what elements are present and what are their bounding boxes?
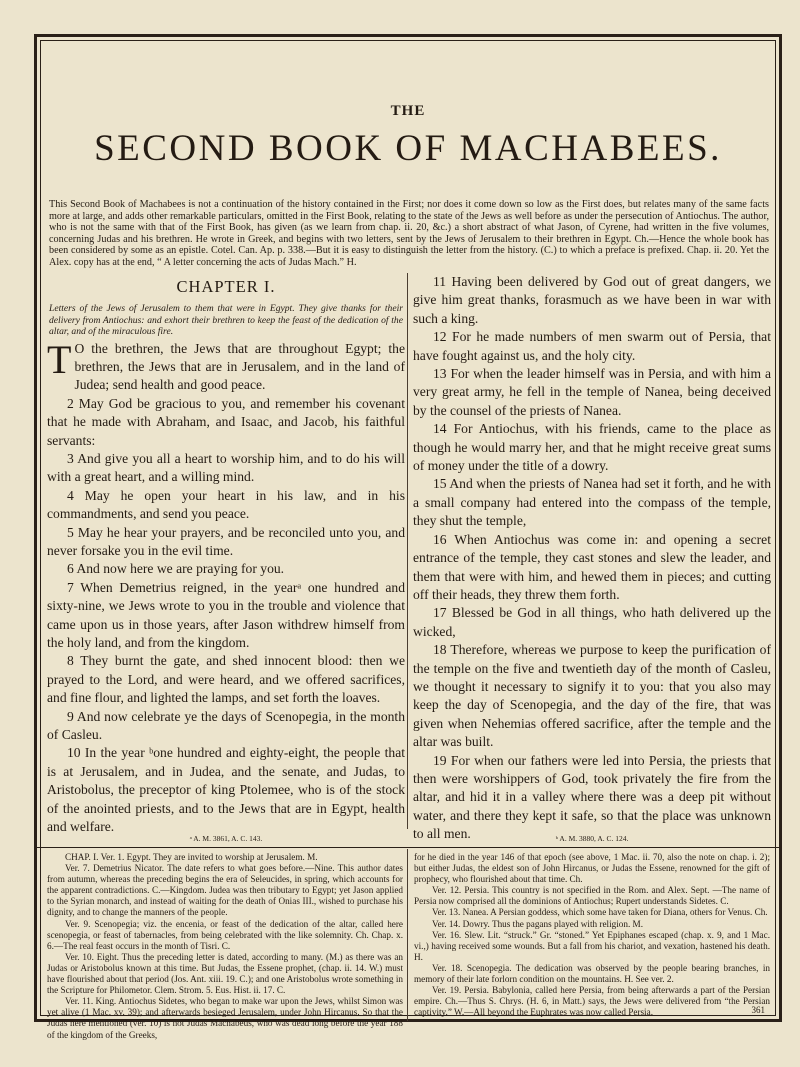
page-frame — [34, 34, 782, 1040]
book-title-prefix: THE — [390, 103, 426, 119]
note-paragraph: Ver. 10. Eight. Thus the preceding letter is dated, according to many. (M.) as there was an Judas or Aristobolus known at this time. But Judas, the Essene prophet, (chap. ii. 14. W.) must have flourished about that period (Jos. Ant. xiii. 19. C.); and one Aristobolus wrote something in the Scripture for Philometor. Clem. Strom. 5. Eus. Hist. ii. 17. C. — [47, 951, 403, 996]
verse-17: 17 Blessed be God in all things, who hath delivered up the wicked, — [413, 605, 771, 639]
note-paragraph: Ver. 14. Dowry. Thus the pagans played with religion. M. — [432, 918, 644, 929]
verse-15: 15 And when the priests of Nanea had set it forth, and he with a small company had entered into the compass of the temple, they shut the temple, — [413, 476, 771, 529]
verse-3: 3 And give you all a heart to worship him, and to do his will with a great heart, and a willing mind. — [47, 450, 405, 485]
notes-column-divider — [407, 849, 408, 1021]
note-paragraph: Ver. 16. Slew. Lit. “struck.” Gr. “stoned.” Yet Epiphanes escaped (chap. x. 9, and 1 Mac. vi.,) having received some wounds. But a fall from his chariot, and vexation, hastened his death. H. — [414, 929, 770, 962]
verse-7: 7 When Demetrius reigned, in the yearᵃ one hundred and sixty-nine, we Jews wrote to you in the trouble and violence that came upon us in those years, after Jason withdrew himself from the holy land, and from the kingdom. — [47, 579, 405, 650]
verse-9: 9 And now celebrate ye the days of Scenopegia, in the month of Casleu. — [47, 708, 405, 743]
chapter-summary: Letters of the Jews of Jerusalem to them that were in Egypt. They give thanks for their delivery from Antiochus: and exhort their brethren to keep the feast of the dedication of the altar, and of the miraculous fire. — [49, 303, 403, 337]
verse-13: 13 For when the leader himself was in Persia, and with him a very great army, he fell in the temple of Nanea, being deceived by the counsel of the priests of Nanea. — [413, 366, 771, 418]
verse-18: 18 Therefore, whereas we purpose to keep the purification of the temple on the five and twentieth day of the month of Casleu, we thought it necessary to signify it to you: that you also may keep the day of Scenopegia, and the day of the fire, that was given when Nehemias offered sacrifice, after the temple and the altar was built. — [413, 642, 771, 750]
note-paragraph: Ver. 13. Nanea. A Persian goddess, which some have taken for Diana, others for Venus. Ch. — [432, 907, 768, 918]
drop-cap: T — [47, 336, 72, 382]
verse-12: 12 For he made numbers of men swarm out of Persia, that have fought against us, and the holy city. — [413, 329, 771, 363]
verse-2: 2 May God be gracious to you, and remember his covenant that he made with Abraham, and Isaac, and Jacob, his faithful servants: — [47, 395, 405, 448]
note-paragraph: for he died in the year 146 of that epoch (see above, 1 Mac. ii. 70, also the note on chap. i. 2); but either Judas, the eldest son of John Hircanus, or Judas the Essene, renowned for the gift of prophecy, who flourished about that time. Ch. — [414, 852, 770, 885]
intro-paragraph: This Second Book of Machabees is not a continuation of the history contained in the First; nor does it come down so low as the First does, but relates many of the same facts more at large, and adds other remarkable particulars, omitted in the First Book, relating to the state of the Jews as well before as under the persecution of Antiochus. The author, who is not the same with that of the First Book, has given (as we learn from chap. ii. 20, &c.) a short abstract of what Jason, of Cyrene, had written in the five volumes, concerning Judas and his brethren. He wrote in Greek, and begins with two letters, sent by the Jews of Jerusalem to their brethren in Egypt. Ch.—Hence the whole book has been considered by some as an epistle. Cotel. Can. Ap. p. 338.—But it is easy to distinguish the letter from the history. (C.) to which a preface is prefixed. Chap. ii. 20. Yet the Alex. copy has at the end, “ A letter concerning the acts of Judas Mach.” H. — [49, 199, 769, 268]
commentary-left — [47, 852, 403, 1040]
chapter-heading: CHAPTER I. — [176, 277, 276, 296]
verse-1-text: O the brethren, the Jews that are throughout Egypt; the brethren, the Jews that are in Jerusalem, and in the land of Judea; send health and good peace. — [74, 340, 405, 393]
note-paragraph: Ver. 11. King. Antiochus Sidetes, who began to make war upon the Jews, whilst Simon was yet alive (1 Mac. xv. 39); and afterwards besieged Jerusalem, under John Hircanus. So that the Judas here mentioned (ver. 10) is not Judas Machabeus, who was dead long before the year 188 of the kingdom of the Greeks, — [47, 996, 403, 1040]
book-title: SECOND BOOK OF MACHABEES. — [94, 128, 722, 169]
commentary-right — [414, 852, 770, 1022]
page-number: 361 — [751, 1005, 765, 1015]
note-paragraph: Ver. 9. Scenopegia; viz. the encenia, or feast of the dedication of the altar, called here scenopegia, or feast of tabernacles, from being celebrated with the like solemnity. Ch. Chap. x. 6.—The real feast occurs in the month of Tisri. C. — [47, 918, 403, 951]
footnote-mark-b: ᵇ A. M. 3880, A. C. 124. — [555, 834, 629, 843]
verse-16: 16 When Antiochus was come in: and opening a secret entrance of the temple, they cast stones and slew the leader, and them that were with him, and hewed them in pieces; and cutting off their heads, they threw them forth. — [413, 531, 771, 602]
note-paragraph: Ver. 18. Scenopegia. The dedication was observed by the people bearing branches, in memory of their late forlorn condition on the mountains. H. See ver. 2. — [414, 962, 770, 985]
column-divider — [407, 273, 408, 829]
verse-5: 5 May he hear your prayers, and be reconciled unto you, and never forsake you in the evil time. — [47, 524, 405, 558]
verse-14: 14 For Antiochus, with his friends, came to the place as though he would marry her, and that he might receive great sums of money under the title of a dowry. — [413, 421, 771, 474]
verse-1 — [47, 336, 405, 395]
verse-6: 6 And now here we are praying for you. — [67, 561, 285, 577]
verse-11: 11 Having been delivered by God out of great dangers, we give him great thanks, forasmuch as we have been in war with such a king. — [413, 274, 771, 326]
notes-separator — [37, 847, 779, 848]
note-paragraph: Ver. 12. Persia. This country is not specified in the Rom. and Alex. Sept. —The name of Persia now comprised all the dominions of Antiochus; Rupert understands Sidetes. C. — [414, 885, 770, 907]
left-column — [47, 273, 405, 835]
verse-10: 10 In the year ᵇone hundred and eighty-eight, the people that is at Jerusalem, and in Judea, and the senate, and Judas, to Aristobolus, the preceptor of king Ptolemee, who is of the stock of the anointed priests, and to the Jews that are in Egypt, health and welfare. — [47, 745, 405, 835]
verse-4: 4 May he open your heart in his law, and in his commandments, and send you peace. — [47, 487, 405, 522]
footnote-mark-a: ᵃ A. M. 3861, A. C. 143. — [189, 834, 263, 843]
note-paragraph: Ver. 7. Demetrius Nicator. The date refers to what goes before.—Nine. This author dates from autumn, whereas the preceding begins the era of Seleucides, in spring, which accounts for the apparent contradictions. C.—Kingdom. Judea was then tributary to Egypt; yet Jason applied to the Syrian monarch, and instead of waiting for the death of Onias III., wished to purchase his dignity, and to change the manners of the people. — [47, 863, 403, 918]
note-paragraph: CHAP. I. Ver. 1. Egypt. They are invited to worship at Jerusalem. M. — [65, 852, 318, 862]
note-paragraph: Ver. 19. Persia. Babylonia, called here Persia, from being afterwards a part of the Persian empire. Ch.—Thus S. Chrys. (H. 6, in Matt.) says, the Jews were delivered from “the Persian captivity.” W.—All beyond the Euphrates was now called Persia. — [414, 985, 770, 1018]
verse-19: 19 For when our fathers were led into Persia, the priests that then were worshippers of God, took privately the fire from the altar, and hid it in a valley where there was a deep pit without water, and there they kept it safe, so that the place was unknown to all men. — [413, 752, 771, 842]
verse-8: 8 They burnt the gate, and shed innocent blood: then we prayed to the Lord, and were heard, and we offered sacrifices, and fine flour, and lighted the lamps, and set forth the loaves. — [47, 653, 405, 706]
